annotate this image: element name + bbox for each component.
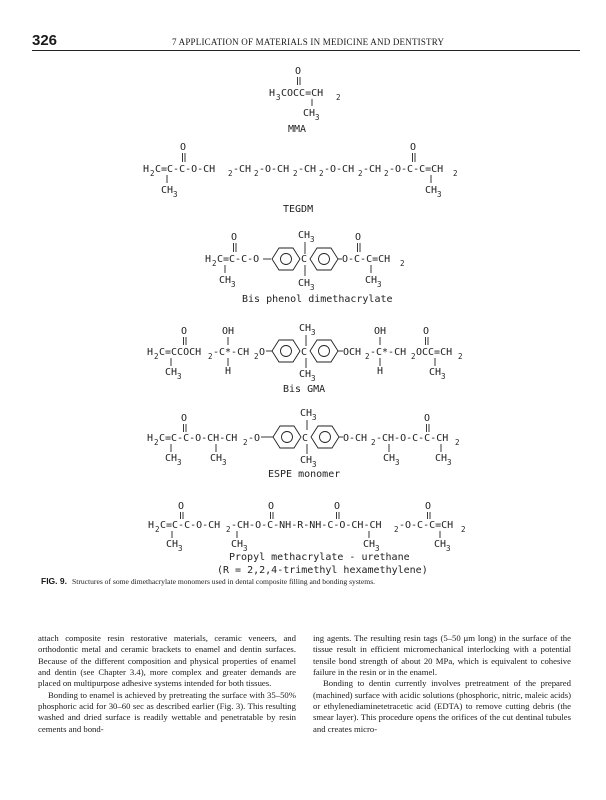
svg-text:CH: CH — [429, 367, 442, 378]
svg-text:H: H — [147, 347, 154, 358]
svg-text:2: 2 — [336, 93, 341, 102]
svg-text:-CH: -CH — [233, 164, 252, 175]
svg-text:-O-C-C=CH: -O-C-C=CH — [389, 164, 444, 175]
svg-text:CH: CH — [298, 230, 311, 241]
svg-text:-O-CH: -O-CH — [259, 164, 290, 175]
svg-text:OCC=CH: OCC=CH — [416, 347, 453, 358]
svg-text:3: 3 — [437, 190, 442, 199]
figure-caption — [41, 576, 561, 587]
svg-text:CH: CH — [161, 185, 174, 196]
svg-text:-CH-O-C-NH-R-NH-C-O-CH-CH: -CH-O-C-NH-R-NH-C-O-CH-CH — [231, 520, 382, 531]
svg-text:H: H — [147, 433, 154, 444]
svg-text:O: O — [423, 326, 430, 337]
svg-text:3: 3 — [446, 544, 451, 553]
svg-text:CH: CH — [435, 453, 448, 464]
svg-text:2: 2 — [453, 169, 458, 178]
bis-phenol-structure — [205, 230, 405, 305]
svg-text:3: 3 — [375, 544, 380, 553]
svg-text:CH: CH — [365, 275, 378, 286]
svg-text:O: O — [181, 326, 188, 337]
svg-text:CH: CH — [219, 275, 232, 286]
svg-text:3: 3 — [315, 113, 320, 122]
svg-text:O: O — [181, 413, 188, 424]
svg-text:C: C — [302, 433, 309, 444]
svg-text:H: H — [225, 366, 232, 377]
propyl-urethane-structure — [148, 501, 466, 575]
svg-text:O-C-C=CH: O-C-C=CH — [342, 254, 391, 265]
svg-text:2: 2 — [228, 169, 233, 178]
svg-text:-O-C-C=CH: -O-C-C=CH — [399, 520, 454, 531]
svg-text:3: 3 — [377, 280, 382, 289]
svg-text:CH: CH — [298, 278, 311, 289]
svg-text:2: 2 — [461, 525, 466, 534]
svg-text:2: 2 — [243, 438, 248, 447]
svg-text:3: 3 — [447, 458, 452, 467]
svg-text:2: 2 — [394, 525, 399, 534]
svg-text:C=C-C-O-CH: C=C-C-O-CH — [155, 164, 216, 175]
mma-structure — [269, 66, 341, 135]
svg-text:2: 2 — [455, 438, 460, 447]
svg-text:CH: CH — [299, 369, 312, 380]
svg-text:O-CH: O-CH — [343, 433, 368, 444]
svg-text:O: O — [268, 501, 275, 512]
svg-text:CH: CH — [166, 539, 179, 550]
svg-text:H: H — [205, 254, 212, 265]
svg-text:3: 3 — [312, 413, 317, 422]
bis-gma-structure — [147, 323, 463, 395]
running-head: 7 APPLICATION OF MATERIALS IN MEDICINE AND DENTISTRY — [172, 37, 445, 47]
svg-text:H: H — [269, 88, 276, 99]
svg-text:3: 3 — [311, 328, 316, 337]
svg-text:O: O — [231, 232, 238, 243]
svg-text:2: 2 — [411, 352, 416, 361]
svg-text:CH: CH — [165, 453, 178, 464]
svg-text:O: O — [178, 501, 185, 512]
svg-text:CH: CH — [434, 539, 447, 550]
page-number: 326 — [32, 32, 58, 49]
bis-phenol-label: Bis phenol dimethacrylate — [242, 294, 393, 305]
svg-text:O: O — [424, 413, 431, 424]
svg-text:2: 2 — [254, 169, 259, 178]
svg-text:O: O — [334, 501, 341, 512]
svg-text:2: 2 — [358, 169, 363, 178]
svg-text:OH: OH — [374, 326, 387, 337]
svg-text:2: 2 — [154, 438, 159, 447]
svg-text:-C*-CH: -C*-CH — [213, 347, 250, 358]
svg-text:CH: CH — [303, 108, 316, 119]
svg-text:3: 3 — [441, 372, 446, 381]
svg-text:3: 3 — [177, 372, 182, 381]
svg-text:CH: CH — [425, 185, 438, 196]
figure-caption-text: Structures of some dimethacrylate monomers used in dental composite filling and bonding systems. — [71, 577, 376, 586]
svg-text:3: 3 — [310, 235, 315, 244]
svg-text:3: 3 — [173, 190, 178, 199]
svg-text:O: O — [355, 232, 362, 243]
espe-label: ESPE monomer — [268, 469, 341, 480]
svg-text:-O-CH: -O-CH — [324, 164, 355, 175]
mma-label: MMA — [288, 124, 307, 135]
svg-text:CH: CH — [383, 453, 396, 464]
svg-text:2: 2 — [384, 169, 389, 178]
svg-text:CH: CH — [363, 539, 376, 550]
svg-text:2: 2 — [400, 259, 405, 268]
svg-text:3: 3 — [222, 458, 227, 467]
svg-text:C: C — [301, 254, 308, 265]
svg-text:3: 3 — [311, 374, 316, 383]
paragraph: Bonding to enamel is achieved by pretreating the surface with 35–50% phosphoric acid for 30–60 sec as described earlier (Fig. 3). This resulting washed and dried surface is readily wettable and penetratable by resin cements and bond- — [38, 689, 296, 734]
svg-text:-CH: -CH — [298, 164, 317, 175]
svg-text:2: 2 — [208, 352, 213, 361]
svg-text:3: 3 — [231, 280, 236, 289]
svg-text:H: H — [377, 366, 384, 377]
svg-text:3: 3 — [178, 544, 183, 553]
svg-text:3: 3 — [243, 544, 248, 553]
svg-text:2: 2 — [458, 352, 463, 361]
body-column-right — [313, 633, 571, 735]
paragraph: attach composite resin restorative materials, ceramic veneers, and orthodontic metal and ceramic brackets to enamel and dentin surfaces. Because of the different composition and physical properties of enamel and dentin (see Chapter 3.4), more complex and greater demands are placed on multipurpose adhesive systems intended for both tissues. — [38, 633, 296, 689]
svg-text:CH: CH — [299, 323, 312, 334]
svg-text:3: 3 — [312, 460, 317, 469]
svg-text:-CH-O-C-C-CH: -CH-O-C-C-CH — [376, 433, 449, 444]
tegdm-structure — [143, 142, 458, 215]
propyl-urethane-note: (R = 2,2,4-trimethyl hexamethylene) — [217, 565, 428, 575]
svg-text:C: C — [301, 347, 308, 358]
svg-text:O: O — [410, 142, 417, 153]
svg-text:O: O — [259, 347, 266, 358]
svg-text:2: 2 — [155, 525, 160, 534]
svg-text:-C*-CH: -C*-CH — [370, 347, 407, 358]
espe-structure — [147, 408, 460, 480]
svg-text:CH: CH — [210, 453, 223, 464]
figure-caption-label: FIG. 9. — [41, 576, 67, 586]
svg-text:CH: CH — [300, 408, 313, 419]
bis-gma-label: Bis GMA — [283, 384, 326, 395]
svg-text:2: 2 — [371, 438, 376, 447]
svg-text:2: 2 — [319, 169, 324, 178]
svg-text:2: 2 — [226, 525, 231, 534]
svg-text:3: 3 — [395, 458, 400, 467]
svg-text:2: 2 — [293, 169, 298, 178]
svg-text:O: O — [180, 142, 187, 153]
svg-text:C=C-C-O-CH: C=C-C-O-CH — [160, 520, 221, 531]
svg-text:2: 2 — [254, 352, 259, 361]
body-column-left — [38, 633, 296, 735]
svg-text:C=CCOCH: C=CCOCH — [159, 347, 202, 358]
svg-text:H: H — [148, 520, 155, 531]
svg-text:C=C-C-O: C=C-C-O — [217, 254, 260, 265]
svg-text:O: O — [295, 66, 302, 77]
svg-text:H: H — [143, 164, 150, 175]
svg-text:CH: CH — [300, 455, 313, 466]
svg-text:-CH: -CH — [363, 164, 382, 175]
tegdm-label: TEGDM — [283, 204, 314, 215]
svg-text:3: 3 — [177, 458, 182, 467]
propyl-urethane-label: Propyl methacrylate - urethane — [229, 552, 410, 563]
svg-text:3: 3 — [276, 93, 281, 102]
svg-text:3: 3 — [310, 283, 315, 292]
svg-text:OCH: OCH — [343, 347, 362, 358]
svg-text:2: 2 — [150, 169, 155, 178]
svg-text:CH: CH — [231, 539, 244, 550]
svg-text:O: O — [425, 501, 432, 512]
paragraph: ing agents. The resulting resin tags (5–50 μm long) in the surface of the tissue result in efficient micromechanical interlocking with a potential tensile bond strength of about 20 MPa, which is equivalent to cohesive failure in the resin or in the enamel. — [313, 633, 571, 678]
paragraph: Bonding to dentin currently involves pretreatment of the prepared (machined) surface with acidic solutions (phosphoric, nitric, maleic acids) or ethylenediaminetetracetic acid (EDTA) to remove cutting debris (the smear layer). This procedure opens the orifices of the cut dentinal tubules and creates micro- — [313, 678, 571, 734]
svg-text:2: 2 — [212, 259, 217, 268]
svg-text:-O: -O — [248, 433, 261, 444]
svg-text:CH: CH — [165, 367, 178, 378]
svg-text:C=C-C-O-CH-CH: C=C-C-O-CH-CH — [159, 433, 238, 444]
svg-text:OH: OH — [222, 326, 235, 337]
svg-text:2: 2 — [154, 352, 159, 361]
svg-text:COCC=CH: COCC=CH — [281, 88, 324, 99]
svg-text:2: 2 — [365, 352, 370, 361]
